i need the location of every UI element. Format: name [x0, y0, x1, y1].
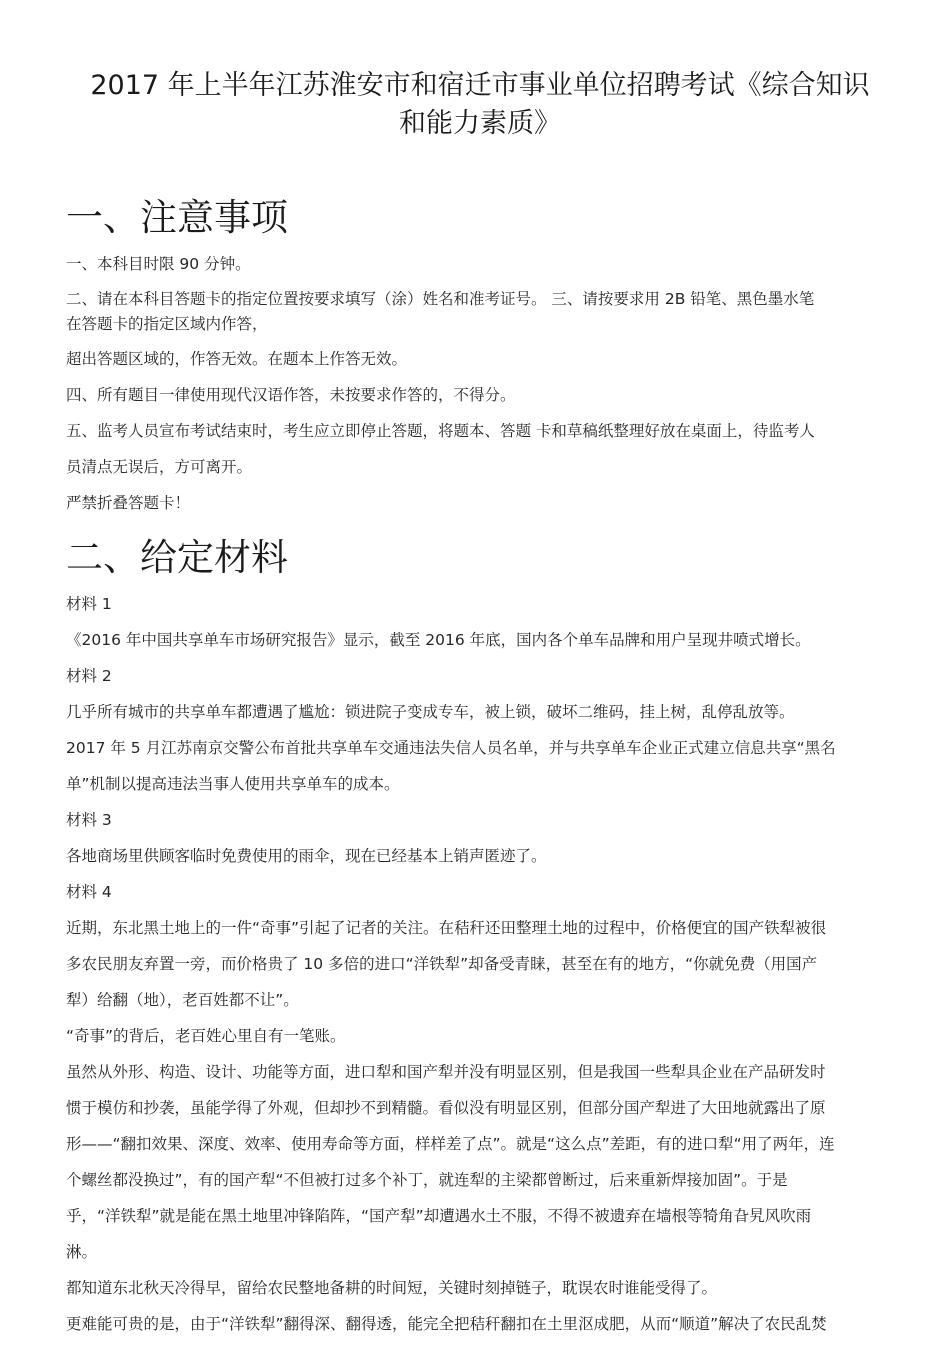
- material-line: 惯于模仿和抄袭，虽能学得了外观，但却抄不到精髓。看似没有明显区别，但部分国产犁进了大田地就露出了原: [66, 1099, 826, 1117]
- material-line: 淋。: [66, 1243, 98, 1261]
- material-label: 材料 1: [66, 595, 112, 613]
- document-title-line-2: 和能力素质》: [399, 108, 561, 139]
- material-line: 更难能可贵的是，由于“洋铁犁”翻得深、翻得透，能完全把秸秆翻扣在土里沤成肥，从而“顺道”解决了农民乱焚: [66, 1315, 827, 1333]
- document-title-line-1: 2017 年上半年江苏淮安市和宿迁市事业单位招聘考试《综合知识: [90, 70, 870, 101]
- notes-line: 一、本科目时限 90 分钟。: [66, 255, 251, 273]
- notes-line: 二、请在本科目答题卡的指定位置按要求填写（涂）姓名和准考证号。 三、请按要求用 2B 铅笔、黑色墨水笔: [66, 290, 815, 308]
- material-line: 犁）给翻（地），老百姓都不让”。: [66, 991, 299, 1009]
- notes-line: 严禁折叠答题卡！: [66, 494, 191, 512]
- material-line: 乎，“洋铁犁”就是能在黑土地里冲锋陷阵，“国产犁”却遭遇水土不服，不得不被遗弃在墙根等犄角旮旯风吹雨: [66, 1207, 812, 1225]
- material-line: 单”机制以提高违法当事人使用共享单车的成本。: [66, 775, 400, 793]
- section-heading-notes: 一、注意事项: [66, 196, 288, 239]
- material-line: 都知道东北秋天冷得早，留给农民整地备耕的时间短，关键时刻掉链子，耽误农时谁能受得了。: [66, 1279, 718, 1297]
- material-label: 材料 3: [66, 811, 112, 829]
- notes-line: 员清点无误后，方可离开。: [66, 458, 253, 476]
- notes-line: 四、所有题目一律使用现代汉语作答，未按要求作答的，不得分。: [66, 386, 516, 404]
- material-line: “奇事”的背后，老百姓心里自有一笔账。: [66, 1027, 346, 1045]
- material-line: 虽然从外形、构造、设计、功能等方面，进口犁和国产犁并没有明显区别，但是我国一些犁具企业在产品研发时: [66, 1063, 826, 1081]
- material-line: 《2016 年中国共享单车市场研究报告》显示，截至 2016 年底，国内各个单车品牌和用户呈现井喷式增长。: [66, 631, 811, 649]
- material-line: 个螺丝都没换过”，有的国产犁“不但被打过多个补丁，就连犁的主梁都曾断过，后来重新焊接加固”。于是: [66, 1171, 788, 1189]
- material-line: 几乎所有城市的共享单车都遭遇了尴尬：锁进院子变成专车，被上锁，破坏二维码，挂上树，乱停乱放等。: [66, 703, 795, 721]
- material-line: 多农民朋友弃置一旁，而价格贵了 10 多倍的进口“洋铁犁”却备受青睐，甚至在有的地方，“你就免费（用国产: [66, 955, 818, 973]
- section-heading-materials: 二、给定材料: [66, 536, 288, 579]
- notes-line: 超出答题区域的，作答无效。在题本上作答无效。: [66, 350, 408, 368]
- notes-line: 五、监考人员宣布考试结束时，考生应立即停止答题，将题本、答题 卡和草稿纸整理好放在桌面上，待监考人: [66, 422, 815, 440]
- material-line: 形——“翻扣效果、深度、效率、使用寿命等方面，样样差了点”。就是“这么点”差距，有的进口犁“用了两年，连: [66, 1135, 835, 1153]
- material-line: 各地商场里供顾客临时免费使用的雨伞，现在已经基本上销声匿迹了。: [66, 847, 547, 865]
- material-label: 材料 2: [66, 667, 112, 685]
- material-line: 2017 年 5 月江苏南京交警公布首批共享单车交通违法失信人员名单，并与共享单车企业正式建立信息共享“黑名: [66, 739, 836, 757]
- material-label: 材料 4: [66, 883, 112, 901]
- notes-line: 在答题卡的指定区域内作答，: [66, 315, 268, 333]
- material-line: 近期，东北黑土地上的一件“奇事”引起了记者的关注。在秸秆还田整理土地的过程中，价格便宜的国产铁犁被很: [66, 919, 827, 937]
